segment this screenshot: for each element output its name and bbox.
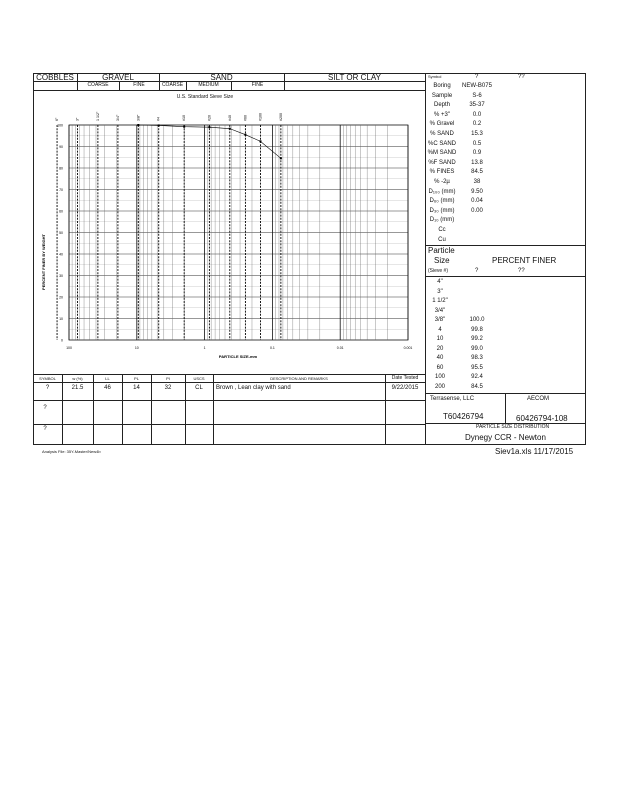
x-tick-label: 100 — [66, 346, 72, 350]
client-number: 60426794-108 — [516, 414, 568, 423]
y-tick-label: 10 — [59, 317, 63, 321]
y-tick-label: 100 — [57, 123, 63, 128]
col-date: Date Tested — [391, 375, 419, 381]
sieve-label: #40 — [227, 115, 232, 121]
finer-sieve: 3/4" — [434, 307, 446, 314]
finer-value: 95.5 — [471, 364, 483, 371]
sieve-label: #100 — [258, 113, 263, 121]
company-name: Terrasense, LLC — [430, 396, 475, 402]
sieve-label: #4 — [156, 116, 161, 121]
symbol-value-1: ? — [475, 74, 479, 80]
report-title: PARTICLE SIZE DISTRIBUTION — [476, 424, 550, 430]
property-label: %C SAND — [427, 140, 456, 147]
finer-value: 99.0 — [471, 345, 483, 352]
property-value: 84.5 — [471, 169, 483, 176]
data-point — [280, 157, 282, 159]
y-tick-label: 40 — [59, 252, 63, 257]
gravel-header: GRAVEL — [102, 73, 134, 82]
data-point — [244, 134, 246, 136]
data-point — [137, 124, 139, 126]
y-tick-label: 50 — [59, 231, 63, 235]
col-pl: PL — [134, 376, 139, 381]
data-point — [259, 140, 261, 142]
finer-value: 98.3 — [471, 355, 483, 361]
finer-sieve: 40 — [436, 355, 444, 361]
row-symbol: ? — [43, 426, 47, 432]
y-axis-label: PERCENT FINER BY WEIGHT — [41, 234, 46, 290]
finer-sieve: 100 — [434, 374, 445, 380]
x-tick-label: 0.001 — [403, 346, 413, 350]
property-label: D₃₀ (mm) — [429, 207, 455, 214]
sieve-number-label: (Sieve #) — [428, 268, 449, 274]
y-tick-label: 80 — [59, 166, 63, 171]
sieve-label: 3/4" — [115, 114, 120, 121]
finer-value: 92.4 — [471, 374, 483, 380]
row-description: Brown , Lean clay with sand — [216, 385, 291, 391]
sand-coarse-header: COARSE — [161, 82, 184, 88]
x-axis-label: PARTICLE SIZE-mm — [218, 354, 258, 359]
property-label: Depth — [433, 102, 450, 109]
property-label: % Gravel — [429, 121, 455, 128]
property-value: 13.8 — [471, 159, 483, 166]
data-point — [183, 126, 185, 128]
sieve-label: 1 1/2" — [95, 111, 100, 121]
sieve-label: 6" — [55, 117, 60, 121]
finer-sieve: 4" — [437, 279, 443, 285]
property-label: % +3" — [434, 111, 450, 118]
property-label: D₁₀ (mm) — [429, 217, 455, 224]
finer-sieve: 3" — [437, 288, 443, 295]
sieve-label: #60 — [243, 115, 248, 121]
finer-col-2: ?? — [518, 268, 525, 274]
row-w: 21.5 — [71, 385, 84, 391]
data-point — [208, 126, 210, 128]
property-label: Boring — [433, 83, 451, 89]
property-value: 0.0 — [472, 111, 482, 118]
size-label: Size — [434, 256, 450, 265]
property-value: 0.2 — [472, 121, 482, 128]
property-value: 9.50 — [471, 188, 483, 195]
sieve-label: 3/8" — [136, 114, 141, 121]
row-pl: 14 — [133, 385, 140, 391]
property-label: % -2µ — [434, 179, 450, 185]
property-value: 0.5 — [472, 140, 482, 147]
row-ll: 46 — [104, 385, 111, 391]
spreadsheet-file: Siev1a.xls 11/17/2015 — [495, 447, 574, 456]
finer-sieve: 4 — [438, 326, 442, 333]
property-label: D₁₀₀ (mm) — [428, 188, 456, 195]
property-value: 38 — [473, 179, 481, 185]
property-label: % SAND — [430, 131, 454, 137]
finer-value: 99.2 — [471, 336, 483, 342]
gradation-chart — [33, 90, 425, 374]
property-label: %F SAND — [428, 159, 456, 166]
y-tick-label: 60 — [59, 209, 63, 214]
sand-fine-header: FINE — [251, 82, 264, 88]
x-tick-label: 1 — [203, 346, 206, 350]
symbol-label: Symbol — [428, 74, 442, 79]
sand-medium-header: MEDIUM — [198, 82, 219, 88]
sieve-label: #200 — [278, 113, 283, 121]
data-point — [229, 128, 231, 130]
y-tick-label: 0 — [61, 338, 63, 343]
x-tick-label: 0.1 — [269, 346, 275, 350]
finer-value: 99.8 — [471, 326, 483, 333]
x-tick-label: 10 — [134, 346, 139, 350]
col-uscs: USCS — [193, 376, 205, 381]
cobbles-header: COBBLES — [36, 73, 74, 82]
property-label: Cu — [438, 236, 446, 243]
row-symbol: ? — [43, 405, 47, 411]
y-tick-label: 30 — [59, 274, 63, 278]
symbol-value-2: ?? — [518, 74, 525, 80]
project-number: T60426794 — [443, 412, 484, 421]
row-symbol: ? — [45, 385, 50, 391]
finer-sieve: 20 — [436, 345, 444, 352]
property-label: %M SAND — [427, 150, 457, 157]
x-tick-label: 0.01 — [336, 346, 344, 350]
property-value: 0.04 — [471, 198, 483, 205]
gravel-fine-header: FINE — [133, 82, 145, 88]
finer-sieve: 3/8" — [434, 317, 446, 323]
col-w: w (%) — [72, 376, 83, 381]
property-value: 35-37 — [469, 102, 485, 109]
analysis-file: Analysis File: 35Y-Master/New4b — [42, 449, 101, 454]
property-value: 0.00 — [471, 207, 483, 214]
property-value: NEW-B075 — [462, 83, 492, 89]
finer-value: 100.0 — [469, 317, 485, 323]
property-label: % FINES — [429, 169, 455, 176]
property-value: 0.9 — [472, 150, 482, 157]
data-point — [158, 124, 160, 126]
y-tick-label: 20 — [59, 295, 63, 300]
finer-sieve: 60 — [436, 364, 444, 371]
col-ll: LL — [105, 376, 110, 381]
y-tick-label: 90 — [59, 145, 63, 149]
finer-value: 84.5 — [471, 383, 483, 390]
sieve-label: #20 — [207, 115, 212, 121]
row-uscs: CL — [195, 385, 203, 391]
y-tick-label: 70 — [59, 188, 63, 192]
finer-sieve: 200 — [434, 383, 445, 390]
property-label: D₆₀ (mm) — [429, 198, 455, 205]
sieve-label: 3" — [75, 117, 80, 121]
row-pi: 32 — [164, 385, 172, 391]
col-pi: PI — [166, 376, 170, 381]
property-label: Sample — [431, 92, 453, 99]
property-value: 15.3 — [471, 131, 483, 137]
property-value: S-6 — [472, 92, 482, 99]
particle-label: Particle — [428, 246, 455, 255]
sieve-size-title: U.S. Standard Sieve Size — [176, 94, 234, 100]
percent-finer-label: PERCENT FINER — [492, 256, 557, 265]
finer-col-1: ? — [475, 268, 479, 274]
finer-sieve: 10 — [436, 336, 444, 342]
finer-sieve: 1 1/2" — [432, 298, 448, 304]
sand-header: SAND — [210, 73, 233, 82]
row-date: 9/22/2015 — [391, 385, 419, 391]
sieve-label: #10 — [182, 115, 187, 121]
project-name: Dynegy CCR - Newton — [465, 433, 546, 442]
gravel-coarse-header: COARSE — [87, 82, 109, 88]
col-symbol: SYMBOL — [39, 376, 56, 381]
col-description: DESCRIPTION AND REMARKS — [270, 376, 328, 381]
property-label: Cc — [438, 227, 446, 233]
silt-clay-header: SILT OR CLAY — [328, 73, 381, 82]
client-name: AECOM — [527, 396, 550, 402]
